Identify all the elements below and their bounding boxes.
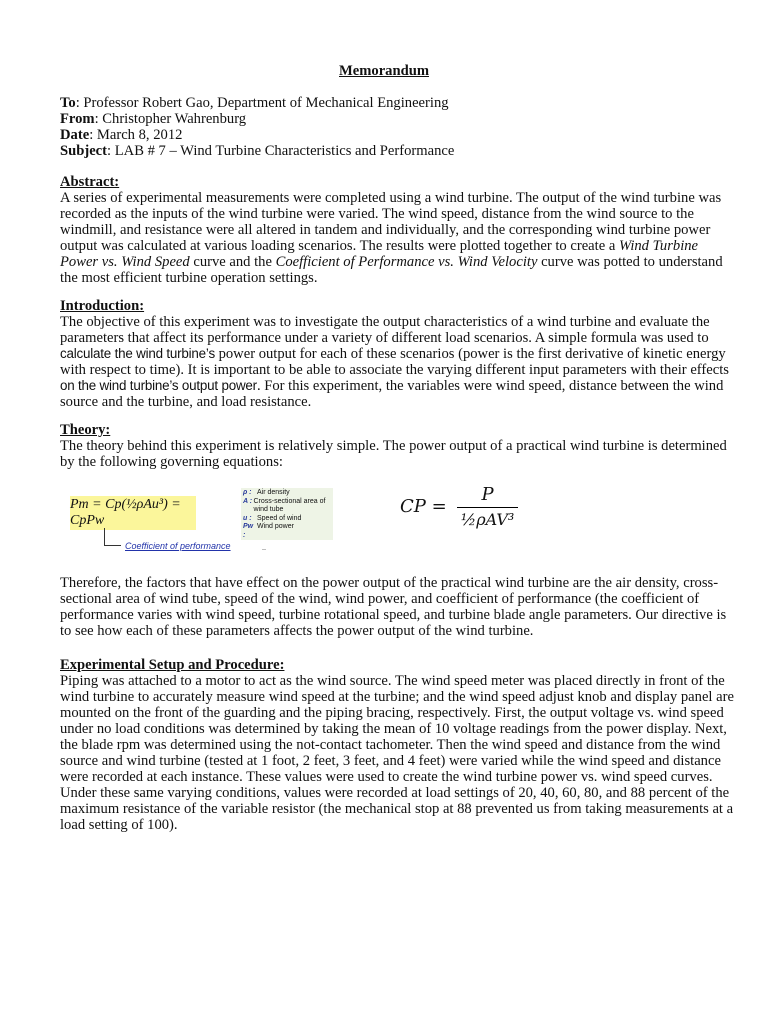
text-line [60,378,760,394]
coefficient-label: Coefficient of performance [125,541,231,551]
legend-symbol: A : [243,497,253,505]
text-line [60,190,760,206]
text-segment: Under these same varying conditions, values were recorded at load settings of 20, 40, 60, 80, and 88 percent of the [60,785,730,801]
section-introduction [60,298,760,410]
text-line [60,737,760,753]
text-line [60,721,760,737]
text-line [60,254,760,270]
text-line [60,438,760,454]
section-theory [60,422,760,470]
text-segment: Wind Turbine [618,238,699,254]
text-segment: calculate the wind turbine’s [60,346,215,361]
legend-desc: Air density [257,489,290,496]
header-value: : Professor Robert Gao, Department of Mechanical Engineering [75,95,449,111]
legend-row [243,515,331,524]
legend-desc: Cross-sectional area of wind tube [253,497,326,513]
text-segment: curve and the [189,254,276,270]
text-line [60,785,760,801]
cp-fraction [457,484,519,529]
section-heading: Theory: [60,422,111,438]
section-heading: Experimental Setup and Procedure: [60,657,285,673]
text-line [60,314,760,330]
text-line [60,575,760,591]
text-segment: the blade rpm was determined using the not-contact tachometer. Then the wind speed and distance from the wind [60,737,721,753]
legend-row [243,498,331,515]
text-segment: the most efficient turbine operation settings. [60,270,318,286]
text-segment: maximum resistance of the variable resistor (the mechanical stop at 88 prevented us from taking measurements at a [60,801,734,817]
text-line [60,330,760,346]
header-label: Date [60,127,90,143]
text-line [60,689,760,705]
text-segment: load setting of 100). [60,817,178,833]
text-segment: to see how each of these parameters affects the power output of the wind turbine. [60,623,534,639]
text-line [60,238,760,254]
text-segment: source and wind turbine (tested at 1 foot, 2 feet, 3 feet, and 4 feet) were varied while the wind speed and distance [60,753,721,769]
memo-header [60,95,454,159]
text-line [60,607,760,623]
arrow-connector [104,528,121,546]
text-segment: power output for each of these scenarios (power is the first derivative of kinetic energy [214,346,726,362]
text-line [60,705,760,721]
text-segment: recorded as the inputs of the wind turbine were varied. The wind speed, distance from the wind source to the [60,206,694,222]
text-segment: under no load conditions was determined by taking the mean of 10 voltage readings from the power display. Next, [60,721,727,737]
text-segment: curve was potted to understand [537,254,723,270]
header-from [60,111,454,127]
text-line [60,769,760,785]
header-value: : March 8, 2012 [89,127,183,143]
text-segment: performance varies with wind speed, turbine rotational speed, and turbine blade angle parameters. Our directive is [60,607,727,623]
text-line [60,454,760,470]
text-segment: windmill, and resistance were all altered in tandem and individually, and the corresponding wind turbine power [60,222,711,238]
text-segment: sectional area of wind tube, speed of the wind, wind power, and coefficient of performance (the coefficient of [60,591,700,607]
text-segment: with respect to time). It is important to be able to associate the varying different input parameters with their effects [60,362,729,378]
legend-desc: Wind power [257,523,294,530]
section-heading: Introduction: [60,298,145,314]
section-abstract [60,174,760,286]
text-segment: The objective of this experiment was to investigate the output characteristics of a wind turbine and evaluate the [60,314,710,330]
text-line [60,222,760,238]
text-line [60,206,760,222]
section-heading: Abstract: [60,174,120,190]
cp-numerator: P [481,484,494,505]
legend-row [243,489,331,498]
text-segment: by the following governing equations: [60,454,283,470]
legend-symbol: Pw : [243,523,254,539]
variable-legend [241,488,333,540]
power-equation: Pm = Cp(½ρAu³) = CpPw [70,496,196,530]
cp-denominator: ½ρAV³ [457,507,519,529]
legend-desc: Speed of wind [257,514,302,522]
header-label: Subject [60,143,108,159]
text-segment: wind turbine to accurately measure wind speed at the turbine; and the wind speed adjust knob and display panel are [60,689,734,705]
legend-row [243,523,331,540]
header-subject [60,143,454,159]
text-line [60,270,760,286]
text-segment: . For this experiment, the variables were wind speed, distance between the wind [256,378,724,394]
text-line [60,362,760,378]
legend-symbol: u : [243,514,252,522]
text-segment: Power vs. Wind Speed [60,254,190,270]
text-segment: Coefficient of Performance vs. Wind Velocity [275,254,538,270]
text-segment: Piping was attached to a motor to act as the wind source. The wind speed meter was placed directly in front of the [60,673,725,689]
text-line [60,673,760,689]
text-segment: on the wind turbine’s output power [60,378,257,393]
text-segment: were recorded at each instance. These values were used to create the wind turbine power vs. wind speed curves. [60,769,713,785]
cp-lhs: CP = [400,496,447,517]
memo-title: Memorandum [339,63,429,79]
header-label: To [60,95,76,111]
header-value: : LAB # 7 – Wind Turbine Characteristics and Performance [107,143,455,159]
text-line [60,591,760,607]
text-segment: The theory behind this experiment is relatively simple. The power output of a practical wind turbine is determined [60,438,727,454]
text-line [60,801,760,817]
section-experimental-setup [60,657,760,833]
text-line [60,817,760,833]
header-value: : Christopher Wahrenburg [94,111,247,127]
header-date [60,127,454,143]
text-segment: output was calculated at various loading scenarios. The results were plotted together to create a [60,238,619,254]
text-line [60,753,760,769]
text-segment: Therefore, the factors that have effect on the power output of the practical wind turbine are the air density, cross- [60,575,719,591]
text-segment: parameters that affect its performance under a variety of different load scenarios. A simple formula was used to [60,330,709,346]
header-label: From [60,111,95,127]
text-segment: mounted on the front of the guarding and the piping bracing, respectively. First, the output voltage vs. wind speed [60,705,724,721]
text-line [60,346,760,362]
header-to [60,95,454,111]
text-line [60,623,760,639]
section-factors [60,575,760,639]
legend-symbol: ρ : [243,489,252,496]
dots: .. [262,543,266,552]
text-segment: source and the turbine, and load resistance. [60,394,312,410]
text-line [60,394,760,410]
cp-equation [400,484,518,529]
text-segment: A series of experimental measurements were completed using a wind turbine. The output of the wind turbine was [60,190,722,206]
